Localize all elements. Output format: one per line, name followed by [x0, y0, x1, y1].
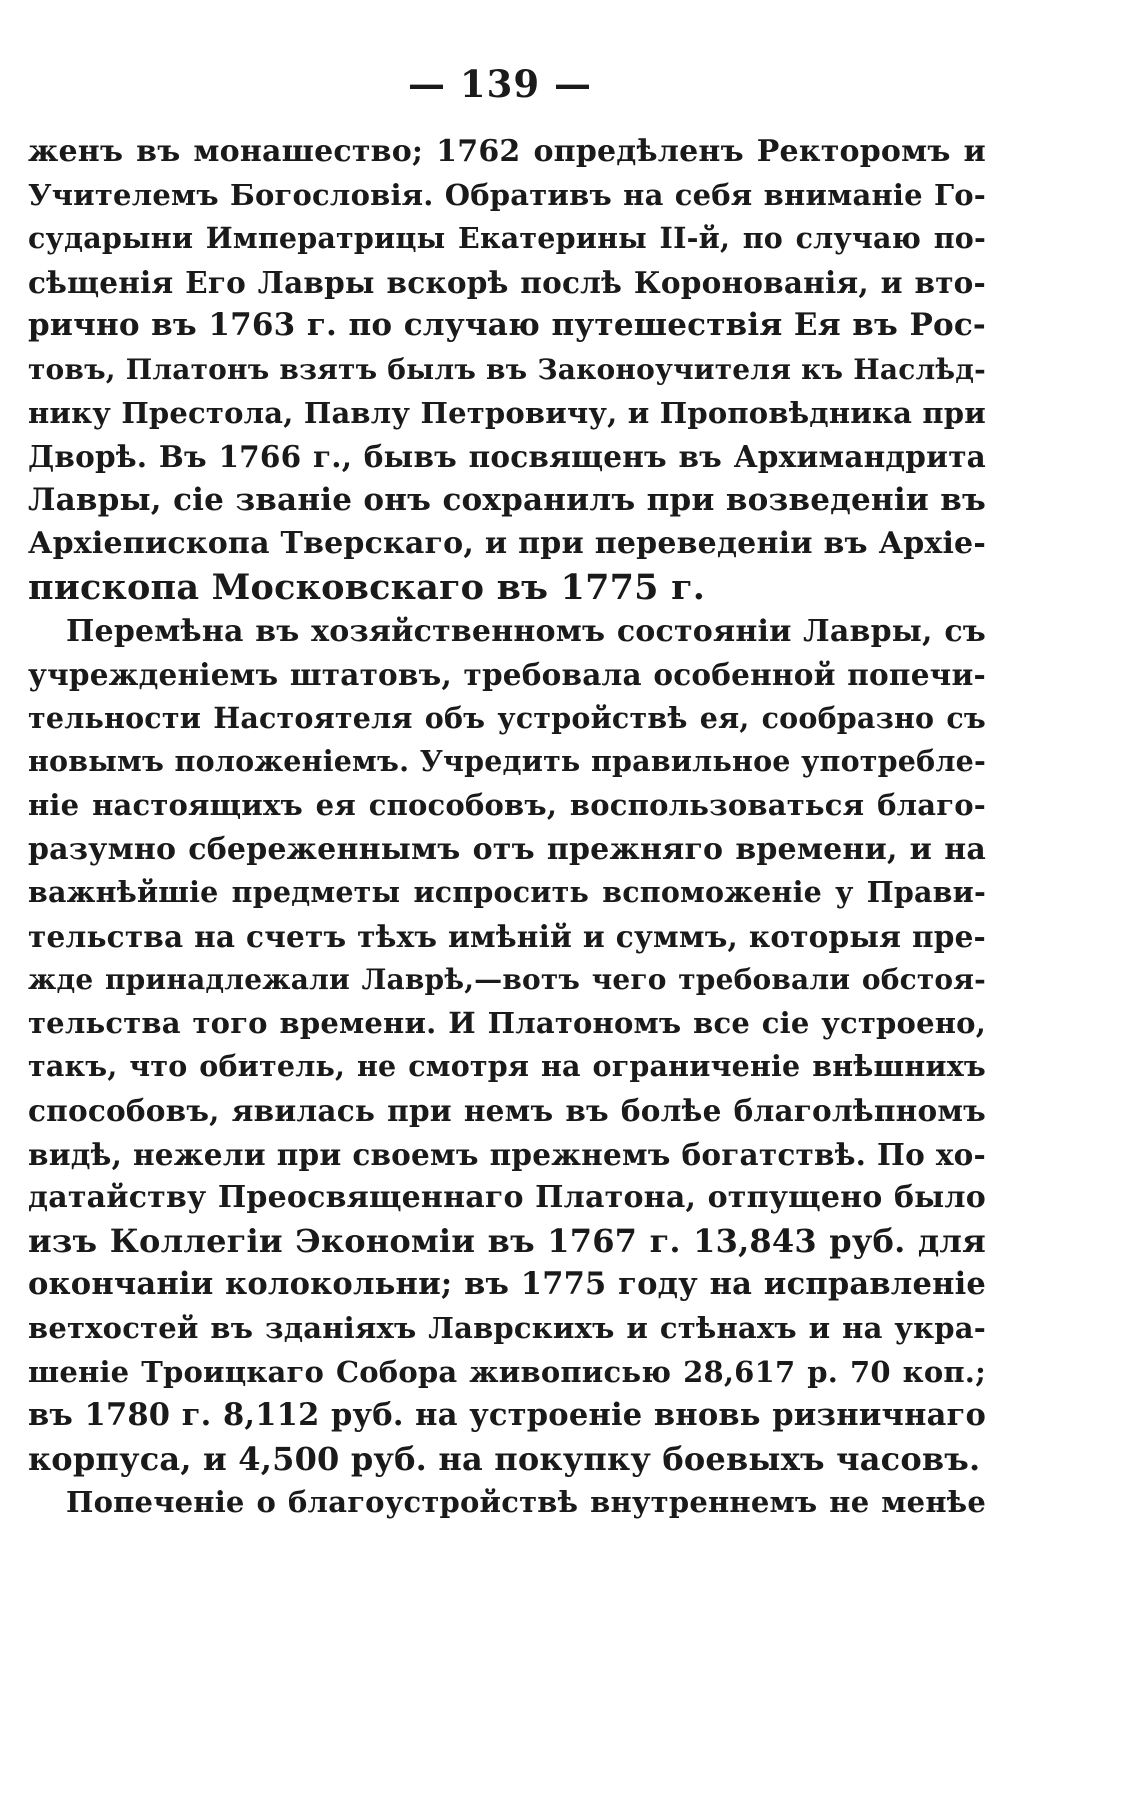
text-line: Дворѣ. Въ 1766 г., бывъ посвященъ въ Архимандрита	[28, 439, 986, 475]
text-line: изъ Коллегіи Экономіи въ 1767 г. 13,843 руб. для	[28, 1221, 986, 1260]
text-line: сѣщенія Его Лавры вскорѣ послѣ Коронованія, и вто-	[28, 264, 986, 300]
paragraph-3	[28, 1481, 986, 1525]
text-line: Перемѣна въ хозяйственномъ состояніи Лавры, съ	[66, 613, 986, 649]
text-line: тельства того времени. И Платономъ все сіе устроено,	[28, 1005, 986, 1040]
text-line: разумно сбереженнымъ отъ прежняго времени, и на	[28, 831, 986, 867]
text-line: Попеченіе о благоустройствѣ внутреннемъ не менѣе	[66, 1485, 986, 1520]
text-line: корпуса, и 4,500 руб. на покупку боевыхъ часовъ.	[28, 1439, 981, 1478]
text-line: Лавры, сіе званіе онъ сохранилъ при возведеніи въ	[28, 481, 986, 518]
text-line: датайству Преосвященнаго Платона, отпущено было	[28, 1180, 986, 1216]
text-line: рично въ 1763 г. по случаю путешествія Ея въ Рос-	[28, 307, 986, 344]
text-line: видѣ, нежели при своемъ прежнемъ богатствѣ. По хо-	[28, 1136, 986, 1172]
text-line: нику Престола, Павлу Петровичу, и Проповѣдника при	[28, 395, 986, 430]
body-text	[28, 130, 986, 1525]
paragraph-2	[28, 610, 986, 1482]
text-line: такъ, что обитель, не смотря на ограниченіе внѣшнихъ	[28, 1049, 986, 1084]
paragraph-1	[28, 130, 986, 610]
text-line: пископа Московскаго въ 1775 г.	[28, 566, 706, 608]
text-line: тельства на счетъ тѣхъ имѣній и суммъ, которыя пре-	[28, 918, 986, 954]
text-line: Архіепископа Тверскаго, и при переведеніи въ Архіе-	[28, 526, 986, 562]
text-line: товъ, Платонъ взятъ былъ въ Законоучителя къ Наслѣд-	[28, 352, 986, 386]
text-line: Учителемъ Богословія. Обративъ на себя вниманіе Го-	[28, 177, 986, 212]
text-line: въ 1780 г. 8,112 руб. на устроеніе вновь ризничнаго	[28, 1397, 986, 1434]
text-line: учрежденіемъ штатовъ, требовала особенной попечи-	[28, 657, 986, 693]
text-line: способовъ, явилась при немъ въ болѣе благолѣпномъ	[28, 1093, 986, 1129]
text-line: важнѣйшіе предметы испросить вспоможеніе у Прави-	[28, 875, 986, 910]
text-line: ветхостей въ зданіяхъ Лаврскихъ и стѣнахъ и на укра-	[28, 1311, 986, 1346]
page-number: — 139 —	[408, 62, 592, 106]
text-line: жде принадлежали Лаврѣ,—вотъ чего требовали обстоя-	[28, 963, 986, 997]
text-line: окончаніи колокольни; въ 1775 году на исправленіе	[28, 1266, 986, 1303]
text-line: ніе настоящихъ ея способовъ, воспользоваться благо-	[28, 787, 986, 822]
text-line: новымъ положеніемъ. Учредить правильное употребле-	[28, 744, 986, 779]
text-line: сударыни Императрицы Екатерины II-й, по случаю по-	[28, 221, 986, 256]
text-line: женъ въ монашество; 1762 опредѣленъ Ректоромъ и	[28, 134, 986, 169]
text-line: шеніе Троицкаго Собора живописью 28,617 р. 70 коп.;	[28, 1354, 986, 1389]
text-line: тельности Настоятеля объ устройствѣ ея, сообразно съ	[28, 700, 986, 735]
